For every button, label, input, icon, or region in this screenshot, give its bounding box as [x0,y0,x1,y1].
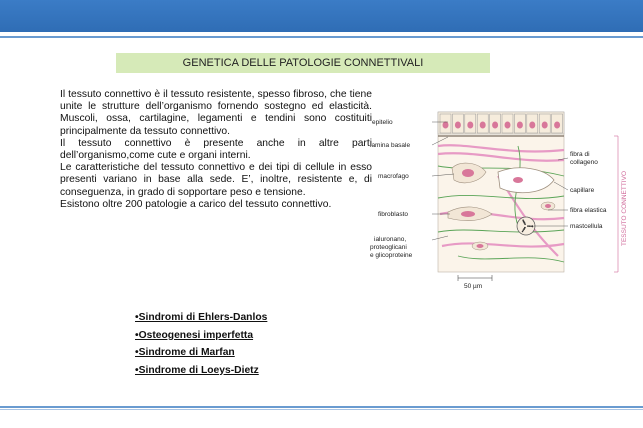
label-capillare: capillare [570,187,595,194]
header-divider [0,36,643,38]
label-fibra-elastica: fibra elastica [570,207,607,214]
mast-granule [524,227,526,229]
link-marfan[interactable]: •Sindrome di Marfan [135,347,235,359]
label-tessuto-connettivo: TESSUTO CONNETTIVO [621,171,628,246]
epithelial-nucleus [492,122,498,129]
mast-granule [532,226,534,228]
paragraph-pathologies: Esistono oltre 200 patologie a carico del tessuto connettivo. [60,198,332,210]
link-ehlers-danlos[interactable]: •Sindromi di Ehlers-Danlos [135,312,268,323]
slide-title: GENETICA DELLE PATOLOGIE CONNETTIVALI [116,53,490,73]
epithelial-nucleus [554,122,560,129]
connective-bracket [614,136,618,272]
mast-granule [529,225,531,227]
footer-divider-thin [0,409,643,410]
syndrome-link-list [135,309,335,379]
label-epitelio: epitelio [372,119,393,126]
label-fibra-di: fibra di [570,151,590,158]
label-macrofago: macrofago [378,173,409,180]
paragraph-characteristics: Le caratteristiche del tessuto connettivo e dei tipi di cellule in esso presenti variano in base alla sede. E’, inoltre, resistente e, di conseguenza, in grado di sopportare peso e tensione. [60,162,372,198]
body-text [60,89,372,211]
label-ialuronano: ialuronano, [374,236,407,243]
label-collageno: collageno [570,159,598,166]
mast-granule [527,225,529,227]
mast-granule [530,225,532,227]
paragraph-definition: Il tessuto connettivo è il tessuto resistente, spesso fibroso, che tiene unite le strutture dell’organismo fornendo sostegno ed elasticità. Muscoli, ossa, cartilagine, legamenti e tendini sono costituiti principalmente da tessuto connettivo. [60,89,372,137]
link-loeys-dietz[interactable]: •Sindrome di Loeys-Dietz [135,364,259,376]
link-osteogenesi-imperfetta[interactable]: •Osteogenesi imperfetta [135,329,254,341]
epithelium-layer [438,112,564,134]
connective-tissue-illustration [368,106,638,302]
mast-granule [524,223,526,225]
epithelial-nucleus [529,122,535,129]
header-bar [0,0,643,32]
mast-cell [517,217,535,235]
paragraph-locations: Il tessuto connettivo è presente anche in altre parti dell’organismo,come cute e organi interni. [60,137,372,162]
epithelial-nucleus [505,122,511,129]
epithelial-nucleus [467,122,473,129]
mast-granule [524,222,526,224]
epithelial-nucleus [480,122,486,129]
epithelial-nucleus [517,122,523,129]
scale-label: 50 µm [464,283,483,290]
epithelial-nucleus [455,122,461,129]
label-fibroblasto: fibroblasto [378,211,408,218]
label-proteoglicani: proteoglicani [370,244,407,251]
label-lamina-basale: lamina basale [370,142,411,149]
label-mastcellula: mastcellula [570,223,603,230]
scale-bar [458,275,492,281]
label-glicoproteine: e glicoproteine [370,252,413,259]
footer-divider [0,406,643,408]
epithelial-nucleus [443,122,449,129]
epithelial-nucleus [542,122,548,129]
